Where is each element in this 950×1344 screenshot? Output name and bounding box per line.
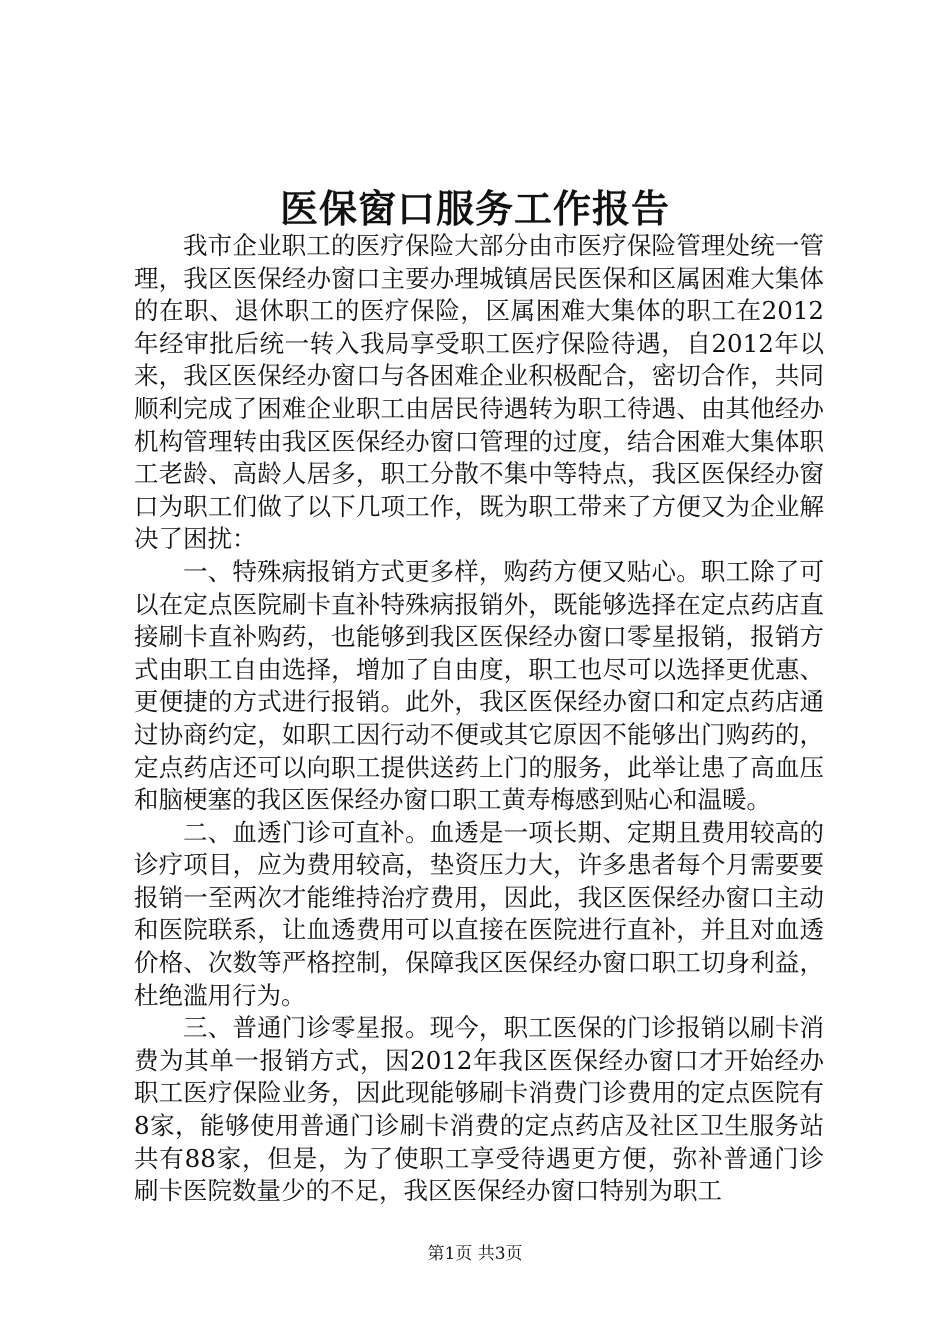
paragraph-intro: 我市企业职工的医疗保险大部分由市医疗保险管理处统一管理，我区医保经办窗口主要办理城镇居民医保和区属困难大集体的在职、退休职工的医疗保险，区属困难大集体的职工在2012年经审批后统一转入我局享受职工医疗保险待遇，自2012年以来，我区医保经办窗口与各困难企业积极配合，密切合作，共同顺利完成了困难企业职工由居民待遇转为职工待遇、由其他经办机构管理转由我区医保经办窗口管理的过度，结合困难大集体职工老龄、高龄人居多，职工分散不集中等特点，我区医保经办窗口为职工们做了以下几项工作，既为职工带来了方便又为企业解决了困扰： [134,231,824,554]
paragraph-item-2: 二、血透门诊可直补。血透是一项长期、定期且费用较高的诊疗项目，应为费用较高，垫资压力大，许多患者每个月需要要报销一至两次才能维持治疗费用，因此，我区医保经办窗口主动和医院联系，让血透费用可以直接在医院进行直补，并且对血透价格、次数等严格控制，保障我区医保经办窗口职工切身利益，杜绝滥用行为。 [134,817,824,1010]
document-title: 医保窗口服务工作报告 [279,186,670,231]
paragraph-item-1: 一、特殊病报销方式更多样，购药方便又贴心。职工除了可以在定点医院刷卡直补特殊病报销外，既能够选择在定点药店直接刷卡直补购药，也能够到我区医保经办窗口零星报销，报销方式由职工自由选择，增加了自由度，职工也尽可以选择更优惠、更便捷的方式进行报销。此外，我区医保经办窗口和定点药店通过协商约定，如职工因行动不便或其它原因不能够出门购药的，定点药店还可以向职工提供送药上门的服务，此举让患了高血压和脑梗塞的我区医保经办窗口职工黄寿梅感到贴心和温暖。 [134,556,824,815]
paragraph-item-3: 三、普通门诊零星报。现今，职工医保的门诊报销以刷卡消费为其单一报销方式，因2012年我区医保经办窗口才开始经办职工医疗保险业务，因此现能够刷卡消费门诊费用的定点医院有8家，能够使用普通门诊刷卡消费的定点药店及社区卫生服务站共有88家，但是，为了使职工享受待遇更方便，弥补普通门诊刷卡医院数量少的不足，我区医保经办窗口特别为职工 [134,1013,824,1206]
page-number-footer: 第1页 共3页 [427,1244,523,1264]
document-body [134,230,824,1208]
